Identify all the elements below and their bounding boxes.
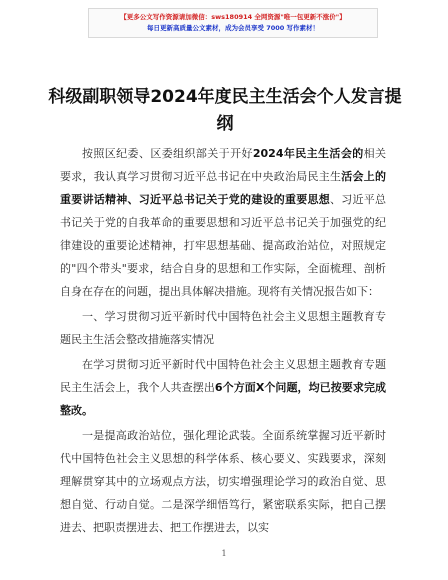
promo-banner-line-1: 【更多公文写作资源请加微信：sws180914 全网资源"唯一包更新不涨价"】 [120,13,346,21]
intro-paragraph [60,142,386,303]
promo-banner [88,8,378,38]
document-body [60,142,386,539]
rectification-paragraph [60,353,386,422]
intro-text-c: 相关要求，我认真学习贯彻习近平总书记在中央政治局民主生 [60,147,386,183]
promo-banner-line-2: 每日更新高质量公文素材，成为会员享受 7000 写作素材！ [146,24,320,32]
rectification-emphasis: 6个方面X个问题，均已按要求完成整改。 [60,381,387,417]
intro-emphasis-meeting: 2024年民主生活会的 [252,147,364,160]
section-heading-1: 一、学习贯彻习近平新时代中国特色社会主义思想主题教育专题民主生活会整改措施落实情况 [60,310,386,346]
document-title: 科级副职领导2024年度民主生活会个人发言提纲 [48,87,402,134]
intro-text-a: 按照区纪委、区委组织部关于开好 [82,147,253,160]
measures-paragraph: 一是提高政治站位，强化理论武装。全面系统掌握习近平新时代中国特色社会主义思想的科学体系、核心要义、实践要求，深刻理解贯穿其中的立场观点方法，切实增强理论学习的政治自觉、思想自觉、行动自觉。二是深学细悟笃行，紧密联系实际，把自己摆进去、把职责摆进去、把工作摆进去，以实 [60,429,386,534]
rectification-text: 在学习贯彻习近平新时代中国特色社会主义思想主题教育专题民主生活会上，我个人共查摆出 [60,358,386,394]
intro-text-e: 、习近平总书记关于党的自我革命的重要思想和习近平总书记关于加强党的纪律建设的重要论述精神，打牢思想基础、提高政治站位，对照规定的"四个带头"要求，结合自身的思想和工作实际，全面梳理、剖析自身在存在的问题，提出具体解决措施。现将有关情况报告如下： [60,193,386,298]
page-number: 1 [221,549,227,558]
intro-emphasis-speech: 活会上的重要讲话精神、习近平总书记关于党的建设的重要思想 [60,170,386,206]
